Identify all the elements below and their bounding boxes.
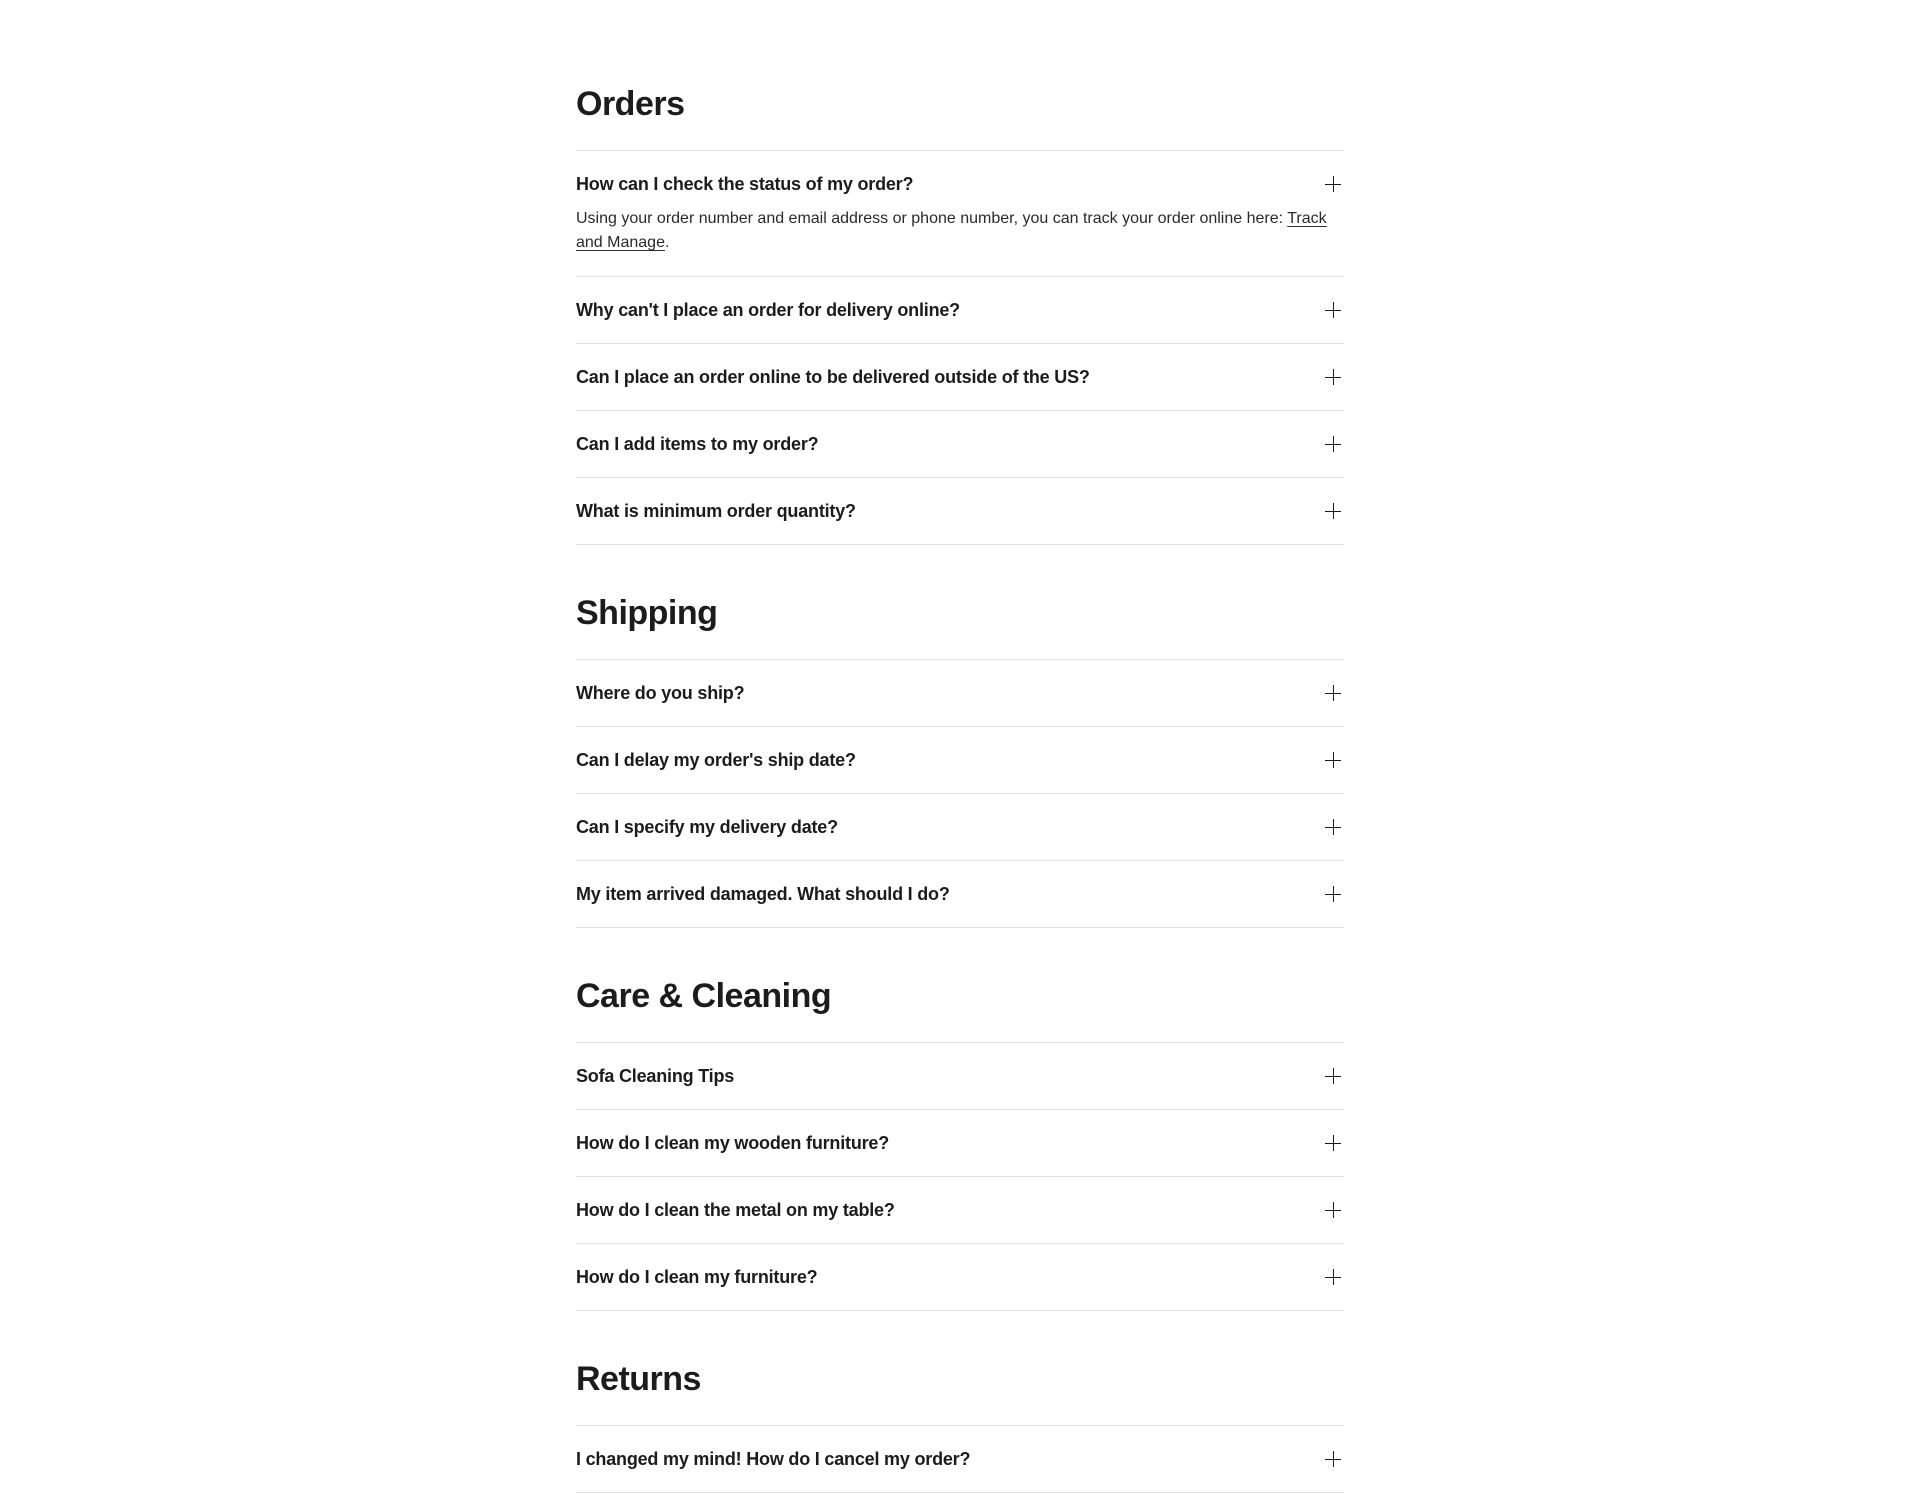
faq-item: [576, 1043, 1344, 1110]
faq-question-text: Where do you ship?: [576, 682, 745, 703]
faq-question-toggle[interactable]: [576, 1244, 1344, 1310]
faq-item: [576, 1426, 1344, 1493]
faq-question-text: How do I clean my wooden furniture?: [576, 1132, 890, 1153]
faq-question-text: Can I place an order online to be delivered outside of the US?: [576, 366, 1090, 387]
faq-list-returns: [576, 1425, 1344, 1493]
faq-question-toggle[interactable]: [576, 1177, 1344, 1243]
faq-item: [576, 660, 1344, 727]
faq-list-shipping: [576, 659, 1344, 928]
plus-icon[interactable]: [1325, 1269, 1341, 1285]
plus-icon[interactable]: [1325, 685, 1341, 701]
faq-question-toggle[interactable]: [576, 727, 1344, 793]
section-care-cleaning: [576, 973, 1344, 1311]
plus-icon[interactable]: [1325, 1135, 1341, 1151]
faq-answer: [576, 207, 1344, 276]
track-and-manage-link[interactable]: Track and Manage: [576, 210, 1327, 251]
faq-item: [576, 1110, 1344, 1177]
plus-icon[interactable]: [1325, 819, 1341, 835]
faq-question-toggle[interactable]: [576, 1110, 1344, 1176]
plus-icon[interactable]: [1325, 1202, 1341, 1218]
plus-icon[interactable]: [1325, 752, 1341, 768]
faq-question-toggle[interactable]: [576, 794, 1344, 860]
section-orders: [576, 81, 1344, 545]
faq-question-text: How do I clean the metal on my table?: [576, 1199, 895, 1220]
faq-item: [576, 794, 1344, 861]
faq-question-toggle[interactable]: [576, 344, 1344, 410]
plus-icon[interactable]: [1325, 176, 1341, 192]
section-title-orders: Orders: [576, 85, 685, 123]
plus-icon[interactable]: [1325, 436, 1341, 452]
plus-icon[interactable]: [1325, 302, 1341, 318]
section-spacer: [576, 928, 1344, 973]
faq-question-text: How can I check the status of my order?: [576, 173, 914, 194]
plus-icon[interactable]: [1325, 369, 1341, 385]
faq-question-text: Sofa Cleaning Tips: [576, 1065, 735, 1086]
faq-list-care: [576, 1042, 1344, 1311]
faq-question-text: My item arrived damaged. What should I do?: [576, 883, 950, 904]
section-returns: [576, 1356, 1344, 1493]
faq-answer-suffix: .: [664, 234, 670, 251]
faq-question-toggle[interactable]: [576, 277, 1344, 343]
faq-item: [576, 344, 1344, 411]
plus-icon[interactable]: [1325, 1068, 1341, 1084]
faq-item: [576, 151, 1344, 277]
faq-list-orders: [576, 150, 1344, 545]
faq-question-text: Can I specify my delivery date?: [576, 816, 838, 837]
faq-item: [576, 1177, 1344, 1244]
faq-item: [576, 478, 1344, 545]
plus-icon[interactable]: [1325, 1451, 1341, 1467]
section-title-care-cleaning: Care & Cleaning: [576, 977, 832, 1015]
section-title-returns: Returns: [576, 1360, 701, 1398]
faq-item: [576, 1244, 1344, 1311]
faq-question-toggle[interactable]: [576, 660, 1344, 726]
faq-item: [576, 277, 1344, 344]
section-spacer: [576, 1311, 1344, 1356]
plus-icon[interactable]: [1325, 886, 1341, 902]
faq-item: [576, 411, 1344, 478]
faq-question-text: Can I delay my order's ship date?: [576, 749, 856, 770]
faq-column: [576, 0, 1344, 1493]
faq-item: [576, 727, 1344, 794]
faq-question-text: How do I clean my furniture?: [576, 1266, 818, 1287]
section-title-shipping: Shipping: [576, 594, 718, 632]
section-spacer: [576, 545, 1344, 590]
section-shipping: [576, 590, 1344, 928]
faq-question-text: Why can't I place an order for delivery online?: [576, 299, 960, 320]
faq-question-text: I changed my mind! How do I cancel my order?: [576, 1448, 971, 1469]
faq-question-toggle[interactable]: [576, 1043, 1344, 1109]
faq-question-text: Can I add items to my order?: [576, 433, 819, 454]
faq-question-toggle[interactable]: [576, 411, 1344, 477]
faq-item: [576, 861, 1344, 928]
faq-answer-text: Using your order number and email address or phone number, you can track your order online here:: [576, 210, 1288, 227]
faq-question-toggle[interactable]: [576, 861, 1344, 927]
faq-question-toggle[interactable]: [576, 1426, 1344, 1492]
faq-question-toggle[interactable]: [576, 478, 1344, 544]
faq-question-text: What is minimum order quantity?: [576, 500, 856, 521]
plus-icon[interactable]: [1325, 503, 1341, 519]
